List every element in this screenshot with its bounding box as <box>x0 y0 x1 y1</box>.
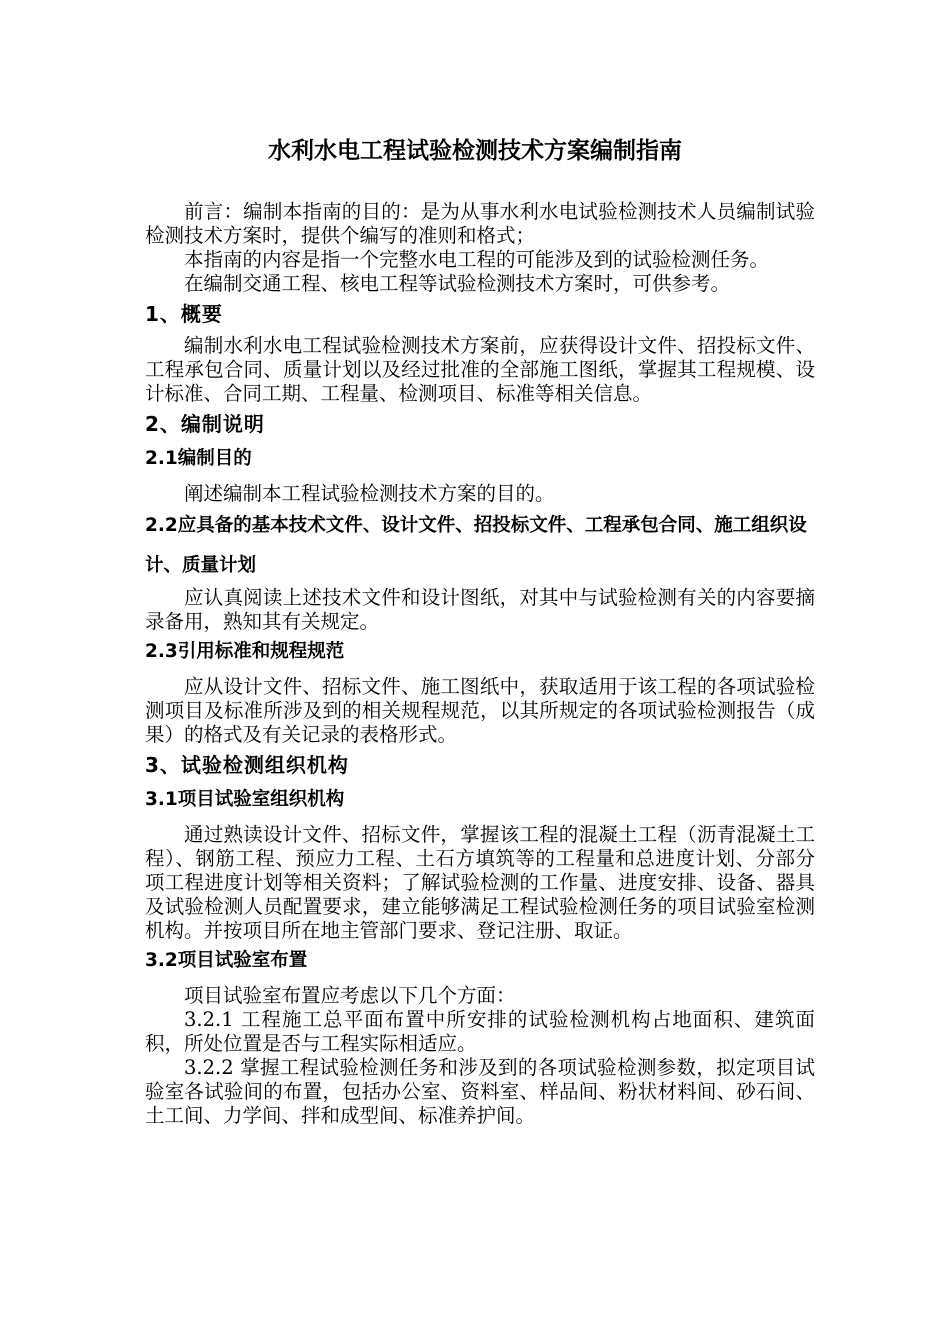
section-2-3-paragraph: 应从设计文件、招标文件、施工图纸中，获取适用于该工程的各项试验检测项目及标准所涉及到的相关规程规范，以其所规定的各项试验检测报告（成果）的格式及有关记录的表格形式。 <box>145 675 815 746</box>
section-3-2-intro: 项目试验室布置应考虑以下几个方面： <box>184 984 516 1007</box>
section-3-2-heading: 3.2项目试验室布置 <box>145 950 308 971</box>
document-body <box>145 200 815 1128</box>
section-3-2-1-item: 3.2.1 工程施工总平面布置中所安排的试验检测机构占地面积、建筑面积，所处位置是否与工程实际相适应。 <box>145 1008 815 1055</box>
section-3-heading: 3、试验检测组织机构 <box>145 753 349 777</box>
section-2-1-paragraph: 阐述编制本工程试验检测技术方案的目的。 <box>184 482 555 505</box>
section-2-3-heading: 2.3引用标准和规程规范 <box>145 641 345 662</box>
section-2-1-heading: 2.1编制目的 <box>145 448 252 469</box>
section-1-paragraph: 编制水利水电工程试验检测技术方案前，应获得设计文件、招投标文件、工程承包合同、质量计划以及经过批准的全部施工图纸，掌握其工程规模、设计标准、合同工期、工程量、检测项目、标准等相关信息。 <box>145 334 815 405</box>
section-3-1-paragraph: 通过熟读设计文件、招标文件，掌握该工程的混凝土工程（沥青混凝土工程）、钢筋工程、预应力工程、土石方填筑等的工程量和总进度计划、分部分项工程进度计划等相关资料；了解试验检测的工作量、进度安排、设备、器具及试验检测人员配置要求，建立能够满足工程试验检测任务的项目试验室检测机构。并按项目所在地主管部门要求、登记注册、取证。 <box>145 823 815 942</box>
document-title: 水利水电工程试验检测技术方案编制指南 <box>268 138 682 164</box>
section-2-heading: 2、编制说明 <box>145 412 265 436</box>
section-1-heading: 1、概要 <box>145 302 223 326</box>
preface-paragraph-1: 前言：编制本指南的目的：是为从事水利水电试验检测技术人员编制试验检测技术方案时，提供个编写的准则和格式； <box>145 200 815 247</box>
section-3-2-2-item: 3.2.2 掌握工程试验检测任务和涉及到的各项试验检测参数，拟定项目试验室各试验间的布置，包括办公室、资料室、样品间、粉状材料间、砂石间、土工间、力学间、拌和成型间、标准养护间。 <box>145 1056 815 1127</box>
section-2-2-paragraph: 应认真阅读上述技术文件和设计图纸，对其中与试验检测有关的内容要摘录备用，熟知其有关规定。 <box>145 586 815 633</box>
section-2-2-heading: 2.2应具备的基本技术文件、设计文件、招投标文件、工程承包合同、施工组织设计、质量计划 <box>145 515 807 576</box>
section-3-1-heading: 3.1项目试验室组织机构 <box>145 789 345 810</box>
preface-paragraph-2: 本指南的内容是指一个完整水电工程的可能涉及到的试验检测任务。 <box>184 248 770 271</box>
preface-paragraph-3: 在编制交通工程、核电工程等试验检测技术方案时，可供参考。 <box>184 272 731 295</box>
